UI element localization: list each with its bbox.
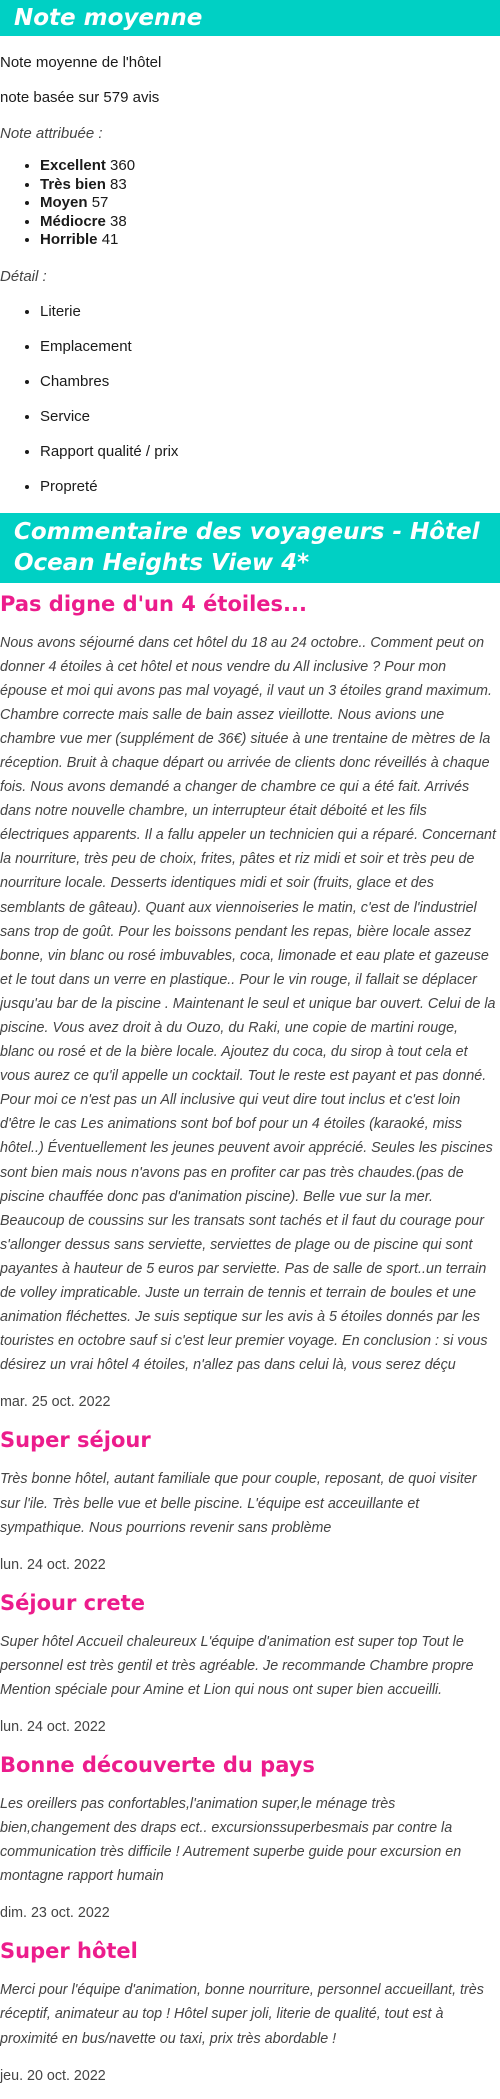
rating-breakdown-list (0, 157, 500, 250)
rating-count: 83 (110, 175, 127, 193)
detail-item-proprete: • Propreté (40, 478, 500, 496)
average-rating-header: Note moyenne (0, 0, 500, 36)
detail-label: Détail : (0, 267, 47, 285)
rating-label: Horrible (40, 231, 98, 248)
review-item (0, 1752, 500, 1921)
review-body: Nous avons séjourné dans cet hôtel du 18 au 24 octobre.. Comment peut on donner 4 étoiles à cet hôtel et nous vendre du All inclusive ? Pour mon épouse et moi qui avons pas mal voyagé, il vaut un 3 étoiles grand maximum. Chambre correcte mais salle de bain assez vieillotte. Nous avions une chambre vue mer (supplément de 36€) située à une trentaine de mètres de la réception. Bruit à chaque départ ou arrivée de clients donc réveillés à chaque fois. Nous avons demandé a changer de chambre ce qui a été fait. Arrivés dans notre nouvelle chambre, un interrupteur était déboité et les fils électriques apparents. Il a fallu appeler un technicien qui a réparé. Concernant la nourriture, très peu de choix, frites, pâtes et riz midi et soir et très peu de nourriture locale. Desserts identiques midi et soir (fruits, glace et des semblants de gâteau). Quant aux viennoiseries le matin, c'est de l'industriel sans trop de goût. Pour les boissons pendant les repas, bière locale assez bonne, vin blanc ou rosé imbuvables, coca, limonade et eau plate et gazeuse et le tout dans un verre en plastique.. Pour le vin rouge, il fallait se déplacer jusqu'au bar de la piscine . Maintenant le seul et unique bar ouvert. Celui de la piscine. Vous avez droit à du Ouzo, du Raki, une copie de martini rouge, blanc ou rosé et de la bière locale. Ajoutez du coca, du sirop à tout cela et vous aurez ce qu'il appelle un cocktail. Tout le reste est payant et pas donné. Pour moi ce n'est pas un All inclusive qui veut dire tout inclus et c'est loin d'être le cas Les animations sont bof bof pour un 4 étoiles (karaoké, miss hôtel..) Éventuellement les jeunes peuvent avoir apprécié. Seules les piscines sont bien mais nous n'avons pas en profiter car pas très chaudes.(pas de piscine chauffée donc pas d'animation piscine). Belle vue sur la mer. Beaucoup de coussins sur les transats sont tachés et il faut du courage pour s'allonger dessus sans serviette, serviettes de plage ou de piscine qui sont payantes à hauteur de 5 euros par serviette. Pas de salle de sport..un terrain de volley impraticable. Juste un terrain de tennis et terrain de boules et une animation fléchettes. Je suis septique sur les avis à 5 étoiles donnés par les touristes en octobre sauf si c'est leur premier voyage. En conclusion : si vous désirez un vrai hôtel 4 étoiles, n'allez pas dans celui là, vous serez déçu (0, 634, 496, 1374)
review-body: Super hôtel Accueil chaleureux L'équipe d'animation est super top Tout le personnel est très gentil et très agréable. Je recommande Chambre propre Mention spéciale pour Amine et Lion qui nous ont super bien accueilli. (0, 1633, 474, 1698)
detail-item-rapport-qualite-prix: • Rapport qualité / prix (40, 443, 500, 461)
review-title: Super séjour (0, 1428, 151, 1453)
rating-count: 41 (101, 231, 119, 248)
review-item (0, 1427, 500, 1572)
review-date: jeu. 20 oct. 2022 (0, 2067, 106, 2084)
rating-item-mediocre (40, 213, 500, 232)
rating-label: Médiocre (40, 212, 106, 230)
review-item (0, 1938, 500, 2083)
review-body: Les oreillers pas confortables,l'animation super,le ménage très bien,changement des draps ect.. excursionssuperbesmais par contre la communication très difficile ! Autrement superbe guide pour excursion en montagne rapport humain (0, 1795, 462, 1885)
review-date: mar. 25 oct. 2022 (0, 1394, 111, 1411)
review-count-basis: note basée sur 579 avis (0, 89, 160, 106)
rating-item-horrible (40, 231, 500, 250)
review-title: Pas digne d'un 4 étoiles... (0, 591, 307, 616)
rating-label: Moyen (40, 194, 88, 211)
detail-criteria-list (0, 303, 500, 496)
review-body: Merci pour l'équipe d'animation, bonne nourriture, personnel accueillant, très réceptif, animateur au top ! Hôtel super joli, literie de qualité, tout est à proximité en bus/navette ou taxi, prix très abordable ! (0, 1982, 484, 2047)
review-date: lun. 24 oct. 2022 (0, 1718, 106, 1735)
review-list (0, 591, 500, 2084)
rating-label: Très bien (40, 175, 106, 193)
rating-item-excellent (40, 157, 500, 176)
rating-item-tres-bien (40, 176, 500, 195)
rating-count: 38 (110, 212, 127, 230)
review-title: Super hôtel (0, 1939, 138, 1964)
review-title: Bonne découverte du pays (0, 1752, 315, 1777)
rating-item-moyen (40, 194, 500, 213)
rating-count: 360 (110, 157, 136, 174)
traveler-reviews-header: Commentaire des voyageurs - Hôtel Ocean Heights View 4* (0, 513, 500, 583)
detail-item-service: • Service (40, 408, 500, 426)
attributed-rating-label: Note attribuée : (0, 125, 103, 142)
rating-count: 57 (91, 194, 109, 211)
rating-label: Excellent (40, 157, 106, 174)
detail-item-chambres: • Chambres (40, 373, 500, 391)
review-date: dim. 23 oct. 2022 (0, 1905, 110, 1922)
detail-item-literie: • Literie (40, 303, 500, 321)
average-rating-title: Note moyenne de l'hôtel (0, 54, 162, 71)
review-item (0, 591, 500, 1411)
review-title: Séjour crete (0, 1590, 145, 1615)
review-date: lun. 24 oct. 2022 (0, 1556, 106, 1573)
review-item (0, 1590, 500, 1735)
detail-item-emplacement: • Emplacement (40, 338, 500, 356)
review-body: Très bonne hôtel, autant familiale que pour couple, reposant, de quoi visiter sur l'ile. Très belle vue et belle piscine. L'équipe est acceuillante et sympathique. Nous pourrions revenir sans problème (0, 1471, 477, 1536)
